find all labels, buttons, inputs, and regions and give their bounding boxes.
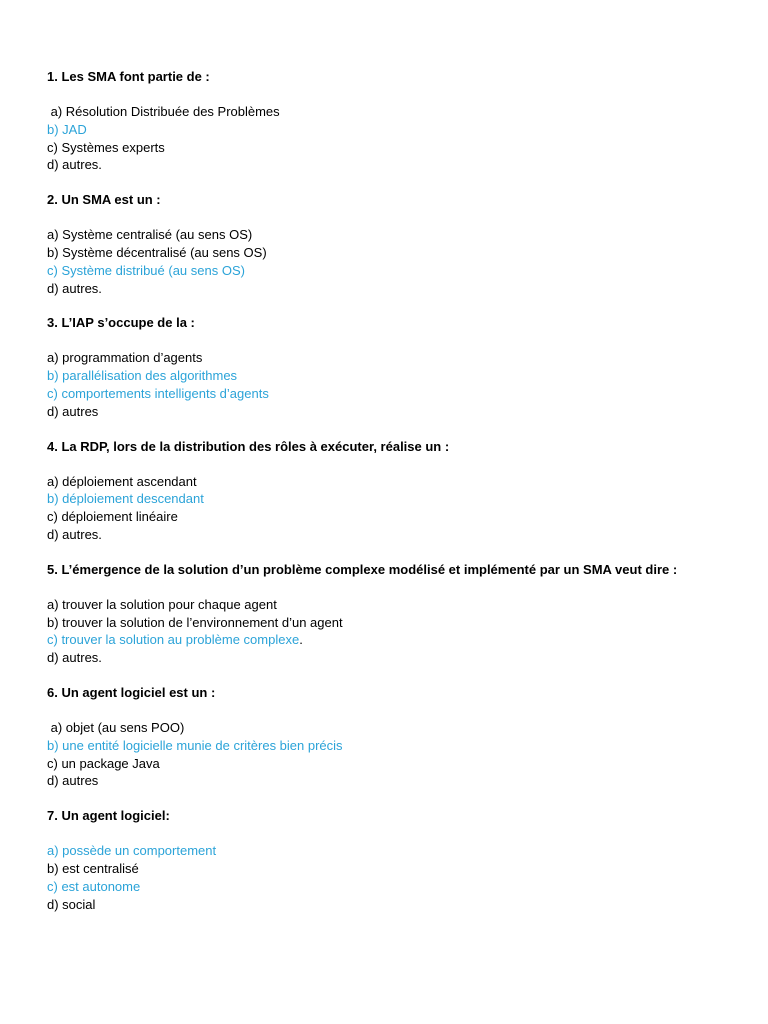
answer-option (47, 896, 707, 914)
answer-option-text: b) parallélisation des algorithmes (47, 368, 238, 384)
answer-option (47, 349, 707, 367)
answer-option-text: d) autres. (47, 526, 102, 542)
answer-option (47, 719, 707, 737)
answer-option (47, 139, 707, 157)
answer-option-text: d) autres. (47, 280, 102, 296)
answer-option-tail: . (299, 632, 303, 648)
answer-option-text: d) autres. (47, 157, 102, 173)
answer-option (47, 614, 707, 632)
answer-option-text: a) Résolution Distribuée des Problèmes (47, 104, 280, 119)
answer-option-text: a) objet (au sens POO) (47, 719, 185, 735)
answer-option-correct (47, 842, 707, 860)
answer-option-text: a) trouver la solution pour chaque agent (47, 596, 277, 612)
answer-option-text: a) possède un comportement (47, 843, 217, 859)
question-block (47, 68, 707, 174)
answer-option-text: b) est centralisé (47, 860, 139, 876)
question-block (47, 807, 707, 913)
answer-option-correct (47, 262, 707, 280)
question-block (47, 191, 707, 297)
answer-option (47, 526, 707, 544)
answer-option (47, 755, 707, 773)
question-block (47, 438, 707, 544)
answer-option (47, 772, 707, 790)
answer-option-text: b) JAD (47, 121, 87, 137)
question-block (47, 561, 707, 667)
answer-option-text: d) autres (47, 403, 99, 419)
answer-option-text: d) autres. (47, 650, 102, 666)
question-title: 1. Les SMA font partie de : (47, 69, 210, 84)
answer-option-text: a) Système centralisé (au sens OS) (47, 227, 253, 243)
question-title: 2. Un SMA est un : (47, 192, 161, 208)
question-title: 5. L’émergence de la solution d’un problème complexe modélisé et implémenté par un SMA veut dire : (47, 561, 678, 577)
question-title: 6. Un agent logiciel est un : (47, 684, 216, 700)
answer-option (47, 403, 707, 421)
answer-option-text: c) est autonome (47, 878, 141, 894)
answer-option-text: b) déploiement descendant (47, 491, 204, 507)
answer-option-text: c) déploiement linéaire (47, 509, 178, 525)
answer-option-correct (47, 737, 707, 755)
answer-option-text: b) une entité logicielle munie de critères bien précis (47, 737, 343, 753)
answer-option-text: b) trouver la solution de l’environnement d’un agent (47, 614, 343, 630)
question-title: 7. Un agent logiciel: (47, 808, 170, 824)
answer-option-text: b) Système décentralisé (au sens OS) (47, 244, 267, 260)
answer-option-correct (47, 385, 707, 403)
answer-option-text: c) un package Java (47, 755, 160, 771)
answer-option-correct (47, 878, 707, 896)
answer-option (47, 226, 707, 244)
answer-option-correct (47, 121, 707, 139)
answer-option-text: c) Systèmes experts (47, 139, 165, 155)
answer-option-text: c) trouver la solution au problème complexe (47, 632, 300, 648)
answer-option (47, 649, 707, 667)
answer-option (47, 473, 707, 491)
answer-option-text: c) comportements intelligents d’agents (47, 385, 269, 401)
answer-option (47, 508, 707, 526)
answer-option (47, 280, 707, 298)
quiz-document (47, 68, 707, 930)
answer-option-text: a) déploiement ascendant (47, 473, 197, 489)
answer-option (47, 103, 707, 121)
answer-option (47, 156, 707, 174)
answer-option-correct (47, 367, 707, 385)
question-block (47, 314, 707, 420)
question-block (47, 684, 707, 790)
answer-option-text: a) programmation d’agents (47, 350, 203, 366)
answer-option (47, 596, 707, 614)
answer-option-text: d) autres (47, 773, 99, 789)
question-title: 3. L’IAP s’occupe de la : (47, 315, 195, 331)
answer-option-text: c) Système distribué (au sens OS) (47, 262, 245, 278)
answer-option-correct (47, 631, 707, 649)
answer-option-text: d) social (47, 896, 96, 912)
answer-option (47, 860, 707, 878)
answer-option (47, 244, 707, 262)
question-title: 4. La RDP, lors de la distribution des rôles à exécuter, réalise un : (47, 438, 450, 454)
answer-option-correct (47, 490, 707, 508)
